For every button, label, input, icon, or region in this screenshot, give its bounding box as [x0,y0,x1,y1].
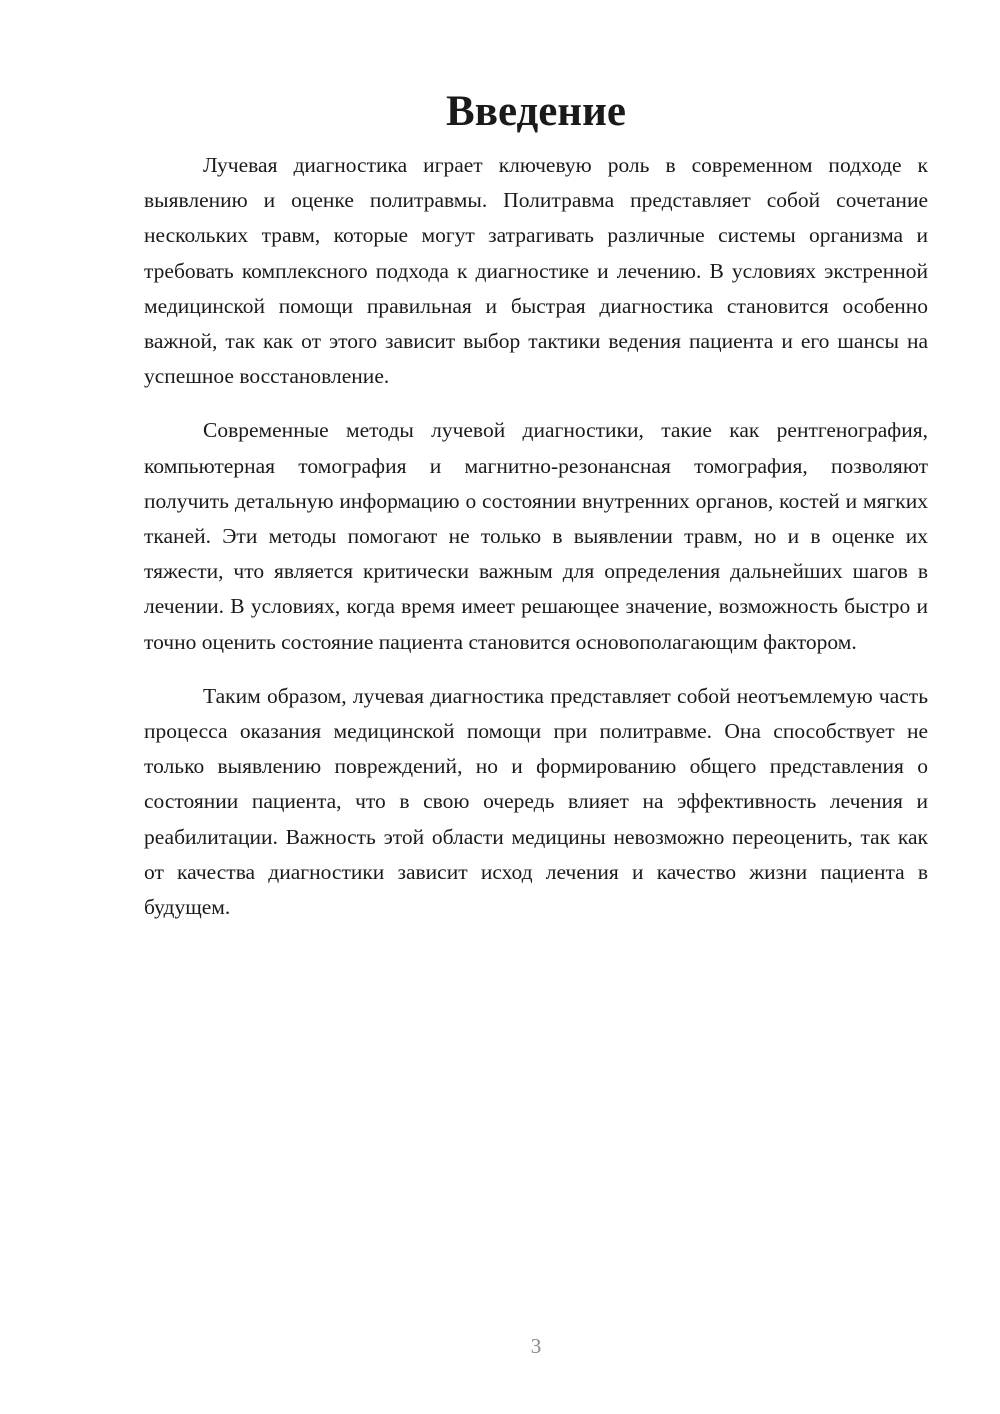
paragraph-3: Таким образом, лучевая диагностика представляет собой неотъемлемую часть процесса оказания медицинской помощи при политравме. Она способствует не только выявлению повреждений, но и формированию общего представления о состоянии пациента, что в свою очередь влияет на эффективность лечения и реабилитации. Важность этой области медицины невозможно переоценить, так как от качества диагностики зависит исход лечения и качество жизни пациента в будущем. [144,683,928,920]
paragraph-2: Современные методы лучевой диагностики, такие как рентгенография, компьютерная томография и магнитно-резонансная томография, позволяют получить детальную информацию о состоянии внутренних органов, костей и мягких тканей. Эти методы помогают не только в выявлении травм, но и в оценке их тяжести, что является критически важным для определения дальнейших шагов в лечении. В условиях, когда время имеет решающее значение, возможность быстро и точно оценить состояние пациента становится основополагающим фактором. [144,418,928,654]
page-number: 3 [530,1334,542,1358]
page-content [144,88,928,925]
paragraph-1: Лучевая диагностика играет ключевую роль в современном подходе к выявлению и оценке политравмы. Политравма представляет собой сочетание нескольких травм, которые могут затрагивать различные системы организма и требовать комплексного подхода к диагностике и лечению. В условиях экстренной медицинской помощи правильная и быстрая диагностика становится особенно важной, так как от этого зависит выбор тактики ведения пациента и его шансы на успешное восстановление. [144,153,928,389]
section-title: Введение [446,88,626,135]
